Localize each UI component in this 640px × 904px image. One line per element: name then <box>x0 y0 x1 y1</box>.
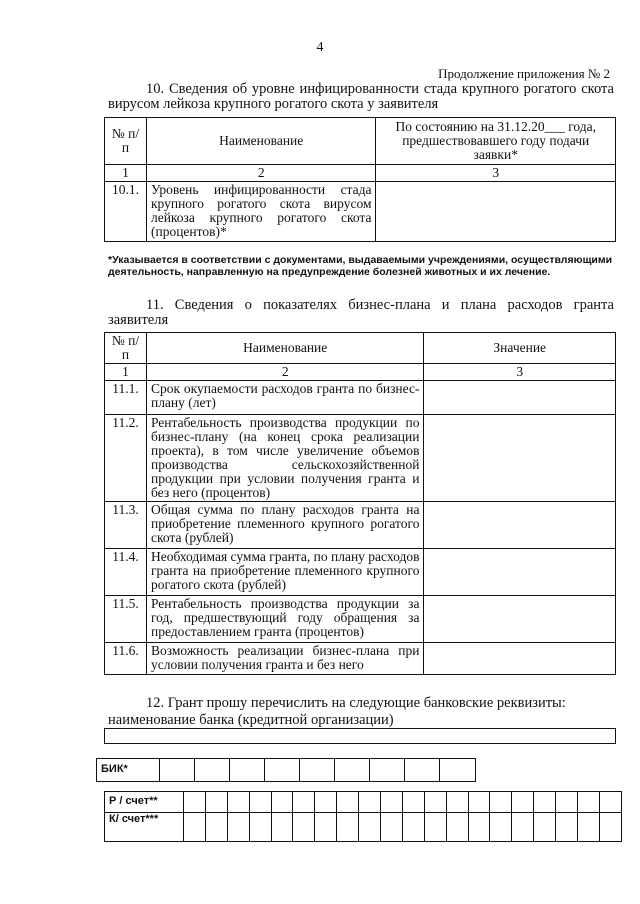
s11-row-value[interactable] <box>424 415 616 502</box>
s11-row-name: Рентабельность производства продукции за год, предшествующий году обращения за предоставлением гранта (процентов) <box>146 596 423 643</box>
s11-row-value[interactable] <box>424 596 616 643</box>
bik-field[interactable] <box>96 758 476 782</box>
s11-row-value[interactable] <box>424 381 616 415</box>
s11-row-value[interactable] <box>424 549 616 596</box>
section10-table <box>104 117 616 242</box>
s11-row-num: 11.4. <box>105 549 147 596</box>
bik-digit-grid[interactable] <box>159 759 475 781</box>
ks-field[interactable] <box>104 811 622 842</box>
s10-index-1: 1 <box>105 165 147 182</box>
s11-header-value: Значение <box>424 333 616 364</box>
table-row <box>105 549 616 596</box>
ks-label: К/ счет*** <box>109 813 159 825</box>
s11-row-name: Необходимая сумма гранта, по плану расходов гранта на приобретение племенного крупного рогатого скота (рублей) <box>146 549 423 596</box>
s11-row-num: 11.6. <box>105 643 147 675</box>
rs-field[interactable] <box>104 791 622 813</box>
s10-index-2: 2 <box>146 165 376 182</box>
s11-row-value[interactable] <box>424 502 616 549</box>
bank-name-value <box>105 731 109 745</box>
s11-row-num: 11.2. <box>105 415 147 502</box>
s11-header-name: Наименование <box>146 333 423 364</box>
bank-name-input[interactable] <box>104 728 616 744</box>
rs-label: Р / счет** <box>109 795 158 807</box>
s10-header-state: По состоянию на 31.12.20___ года, предшествовавшего году подачи заявки* <box>376 118 616 165</box>
s11-header-num: № п/п <box>105 333 147 364</box>
section10-footnote: *Указывается в соответствии с документами, выдаваемыми учреждениями, осуществляющими деятельность, направленную на предупреждение болезней животных и их лечение. <box>108 254 613 278</box>
table-row <box>105 415 616 502</box>
section10-title: 10. Сведения об уровне инфицированности стада крупного рогатого скота вирусом лейкоза крупного рогатого скота у заявителя <box>108 81 614 112</box>
s11-row-name: Общая сумма по плану расходов гранта на приобретение племенного крупного рогатого скота (рублей) <box>146 502 423 549</box>
s11-row-num: 11.5. <box>105 596 147 643</box>
s10-row-value[interactable] <box>376 182 616 242</box>
page-number: 4 <box>316 40 324 55</box>
bik-label: БИК* <box>101 763 128 775</box>
table-row <box>105 502 616 549</box>
s11-row-name: Рентабельность производства продукции по бизнес-плану (на конец срока реализации проекта), в том числе увеличение объемов производства сельскохозяйственной продукции при условии получения гранта и без него (процентов) <box>146 415 423 502</box>
s10-header-num: № п/п <box>105 118 147 165</box>
s10-index-3: 3 <box>376 165 616 182</box>
s11-row-num: 11.1. <box>105 381 147 415</box>
s11-row-num: 11.3. <box>105 502 147 549</box>
s11-index-2: 2 <box>146 364 423 381</box>
rs-digit-grid[interactable] <box>183 792 621 812</box>
section12-title: 12. Грант прошу перечислить на следующие банковские реквизиты: <box>146 695 566 711</box>
table-row <box>105 596 616 643</box>
bank-name-label: наименование банка (кредитной организации) <box>108 712 394 728</box>
s11-index-1: 1 <box>105 364 147 381</box>
table-row <box>105 182 616 242</box>
s10-row-name: Уровень инфицированности стада крупного рогатого скота вирусом лейкоза крупного рогатого скота (процентов)* <box>146 182 376 242</box>
table-row <box>105 643 616 675</box>
ks-digit-grid[interactable] <box>183 811 621 841</box>
continuation-note: Продолжение приложения № 2 <box>438 66 610 81</box>
section11-table <box>104 332 616 675</box>
s11-row-name: Возможность реализации бизнес-плана при условии получения гранта и без него <box>146 643 423 675</box>
s10-row-num: 10.1. <box>105 182 147 242</box>
s11-index-3: 3 <box>424 364 616 381</box>
s10-header-name: Наименование <box>146 118 376 165</box>
s11-row-name: Срок окупаемости расходов гранта по бизнес-плану (лет) <box>146 381 423 415</box>
s11-row-value[interactable] <box>424 643 616 675</box>
section11-title: 11. Сведения о показателях бизнес-плана и плана расходов гранта заявителя <box>108 297 614 328</box>
table-row <box>105 381 616 415</box>
